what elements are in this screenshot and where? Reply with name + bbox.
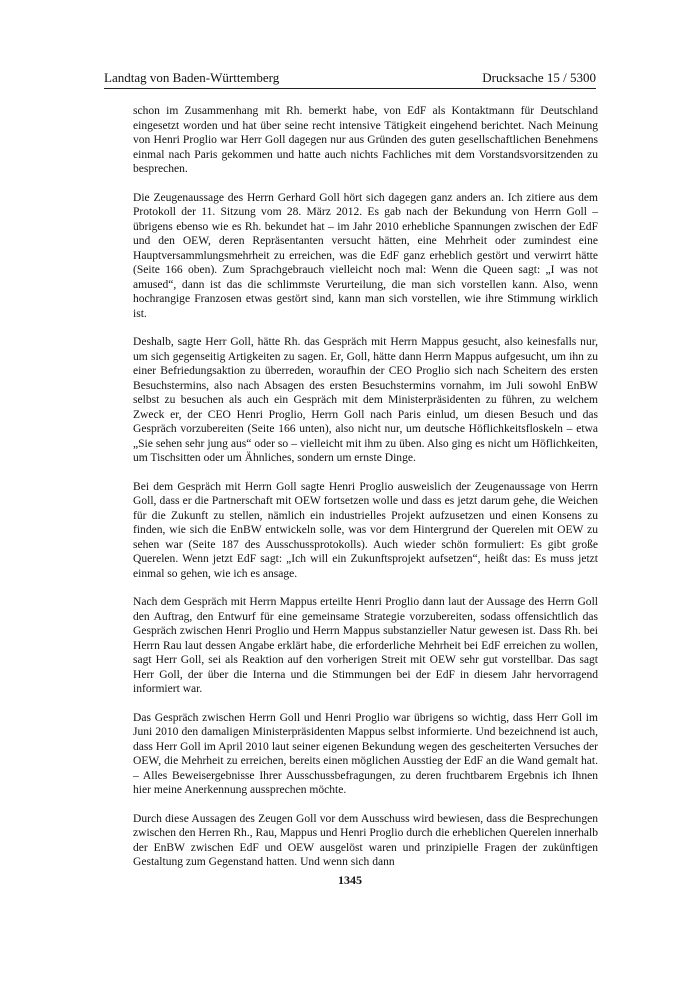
page-header (104, 68, 596, 89)
paragraph: Durch diese Aussagen des Zeugen Goll vor dem Ausschuss wird bewiesen, dass die Besprechungen zwischen den Herren Rh., Rau, Mappus und Henri Proglio durch die erheblichen Querelen innerhalb der EnBW zwischen EdF und OEW ausgelöst waren und prinzipielle Fragen der zukünftigen Gestaltung zum Gegenstand hatten. Und wenn sich dann (133, 812, 598, 868)
paragraph: schon im Zusammenhang mit Rh. bemerkt habe, von EdF als Kontaktmann für Deutschland eingesetzt worden und hat über seine recht intensive Tätigkeit eingehend berichtet. Nach Meinung von Henri Proglio war Herr Goll dagegen nur aus Gründen des guten gesellschaftlichen Benehmens einmal nach Paris gekommen und hatte auch nichts Fachliches mit dem Vorstandsvorsitzenden zu besprechen. (133, 105, 598, 175)
header-document-number: Drucksache 15 / 5300 (482, 70, 596, 85)
paragraph: Deshalb, sagte Herr Goll, hätte Rh. das Gespräch mit Herrn Mappus gesucht, also keinesfalls nur, um sich gegenseitig Artigkeiten zu sagen. Er, Goll, hätte dann Herrn Mappus aufgesucht, um ihn zu einer Befriedungsaktion zu überreden, woraufhin der CEO Proglio sich nach Scheitern des ersten Besuchstermins, also nach Absagen des ersten Besuchstermins vornahm, im Juli sowohl EnBW selbst zu besuchen als auch ein Gespräch mit dem Ministerpräsidenten zu führen, zu welchem Zweck er, der CEO Henri Proglio, Herrn Goll nach Paris einlud, um diesen Besuch und das Gespräch vorzubereiten (Seite 166 unten), also nicht nur, um deutsche Höflichkeitsfloskeln – etwa „Sie sehen sehr jung aus“ oder so – vielleicht mit ihm zu üben. Also ging es nicht um Höflichkeiten, um Tischsitten oder um Ähnliches, sondern um ernste Dinge. (133, 336, 598, 464)
document-body (133, 104, 598, 884)
page-number: 1345 (338, 873, 362, 887)
header-publisher: Landtag von Baden-Württemberg (104, 70, 280, 85)
paragraph: Die Zeugenaussage des Herrn Gerhard Goll hört sich dagegen ganz anders an. Ich zitiere aus dem Protokoll der 11. Sitzung vom 28. März 2012. Es gab nach der Bekundung von Herrn Goll – übrigens ebenso wie es Rh. bekundet hat – im Jahr 2010 erhebliche Spannungen zwischen der EdF und den OEW, deren Repräsentanten versucht hätten, eine Mehrheit oder zumindest eine Hauptversammlungsmehrheit zu erreichen, was die EdF ganz erheblich gestört und verwirrt hätte (Seite 166 oben). Zum Sprachgebrauch vielleicht noch mal: Wenn die Queen sagt: „I was not amused“, dann ist das die schlimmste Verurteilung, die man sich vorstellen kann. Also, wenn hochrangige Franzosen etwas gestört sind, kann man sich vorstellen, wie ihre Stimmung wirklich ist. (133, 191, 598, 320)
paragraph: Bei dem Gespräch mit Herrn Goll sagte Henri Proglio ausweislich der Zeugenaussage von Herrn Goll, dass er die Partnerschaft mit OEW fortsetzen wolle und dass es jetzt darum gehe, die Weichen für die Zukunft zu stellen, nämlich ein industrielles Projekt aufzusetzen und einen Konsens zu finden, wie sich die EnBW entwickeln solle, was vor dem Hintergrund der Querelen mit OEW zu sehen war (Seite 187 des Ausschussprotokolls). Auch wieder schön formuliert: Es gibt große Querelen. Wenn jetzt EdF sagt: „Ich will ein Zukunftsprojekt aufsetzen“, heißt das: Es muss jetzt einmal so gehen, wie ich es ansage. (133, 480, 598, 580)
paragraph: Nach dem Gespräch mit Herrn Mappus erteilte Henri Proglio dann laut der Aussage des Herrn Goll den Auftrag, den Entwurf für eine gemeinsame Strategie vorzubereiten, sodass offensichtlich das Gespräch zwischen Henri Proglio und Herrn Mappus substanzieller Natur gewesen ist. Dass Rh. bei Herrn Rau laut dessen Angabe erklärt habe, die erforderliche Mehrheit bei EdF erreichen zu wollen, sagt Herr Goll, sei als Reaktion auf den vorherigen Streit mit OEW sehr gut vorstellbar. Das sagt Herr Goll, der über die Interna und die Stimmungen bei der EdF in diesem Jahr hervorragend informiert war. (133, 596, 598, 695)
paragraph: Das Gespräch zwischen Herrn Goll und Henri Proglio war übrigens so wichtig, dass Herr Goll im Juni 2010 den damaligen Ministerpräsidenten Mappus selbst informierte. Und bezeichnend ist auch, dass Herr Goll im April 2010 laut seiner eigenen Bekundung wegen des gescheiterten Versuches der OEW, die Mehrheit zu erreichen, bereits einen möglichen Ausstieg der EdF an die Wand gemalt hat. – Alles Beweisergebnisse Ihrer Ausschussbefragungen, zu deren fruchtbarem Ergebnis ich Ihnen hier meine Anerkennung aussprechen möchte. (133, 711, 598, 796)
